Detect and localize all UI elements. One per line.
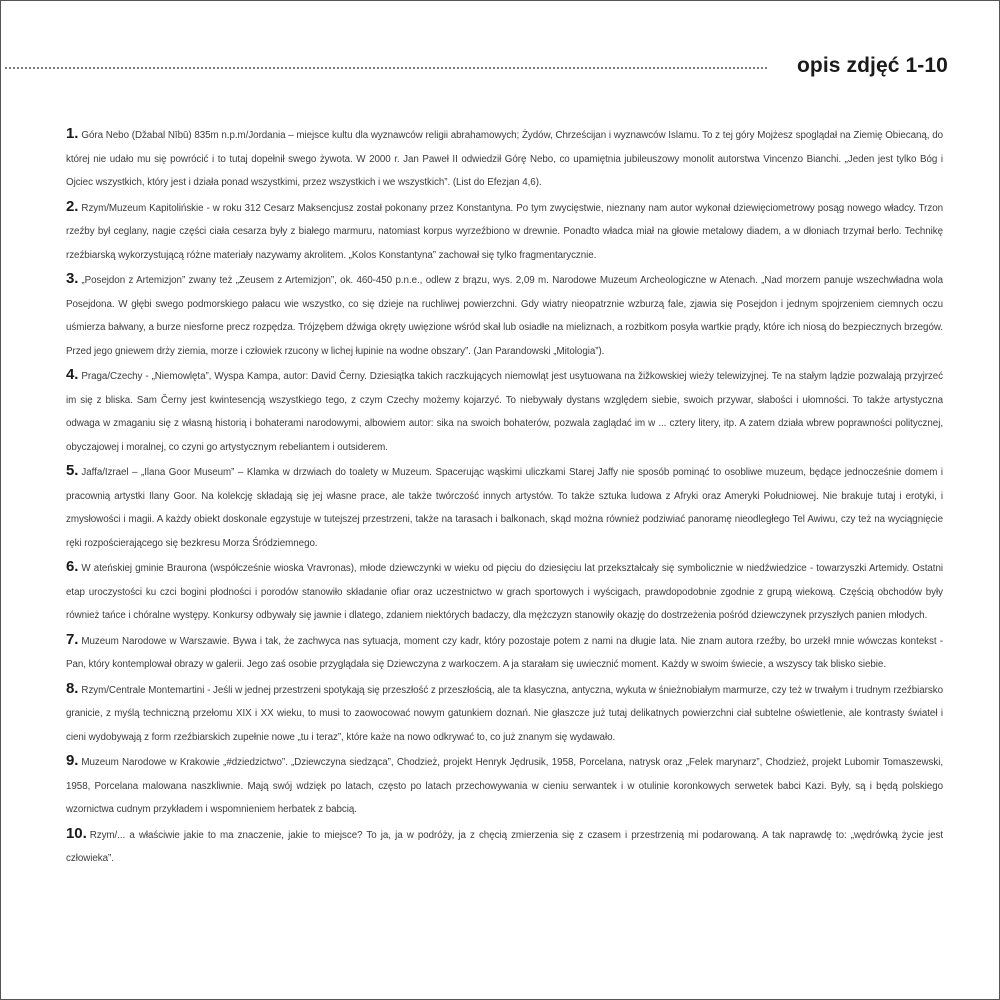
caption-entry-6 — [66, 555, 943, 628]
caption-number: 4. — [66, 366, 79, 383]
dotted-divider — [5, 67, 767, 69]
caption-text: Jaffa/Izrael – „Ilana Goor Museum” – Klamka w drzwiach do toalety w Muzeum. Spacerując wąskimi uliczkami Starej Jaffy nie sposób pominąć to osobliwe muzeum, będące jednocześnie domem i pracownią artystki Ilany Goor. Na kolekcję składają się jej własne prace, ale także twórczość innych artystów. To także sztuka ludowa z Afryki oraz Ameryki Południowej. Nie brakuje tutaj i erotyki, i zmysłowości i magii. A każdy obiekt doskonale egzystuje w tutejszej przestrzeni, także na tarasach i balkonach, skąd można również podziwiać panoramę nieodległego Tel Awiwu, czy też na wyciągnięcie ręki rozpościerającego się bezkresu Morza Śródziemnego. — [66, 467, 943, 549]
caption-number: 1. — [66, 125, 79, 142]
captions-list — [66, 122, 943, 871]
page-title: opis zdjęć 1-10 — [797, 54, 948, 77]
caption-number: 9. — [66, 752, 79, 769]
caption-entry-7 — [66, 628, 943, 677]
caption-entry-2 — [66, 195, 943, 268]
caption-text: Rzym/... a właściwie jakie to ma znaczenie, jakie to miejsce? To ja, ja w podróży, ja z chęcią zmierzenia się z czasem i przestrzenią mi podarowaną. A tak naprawdę to: „wędrówką życie jest człowieka”. — [66, 829, 943, 864]
caption-number: 6. — [66, 558, 79, 575]
caption-entry-4 — [66, 363, 943, 459]
caption-text: Rzym/Centrale Montemartini - Jeśli w jednej przestrzeni spotykają się przeszłość z przeszłością, ale ta klasyczna, antyczna, wykuta w śnieżnobiałym marmurze, czy też w trwałym i trudnym rzeźbiarsko granicie, z myślą techniczną przełomu XIX i XX wieku, to musi to zaowocować nowym gatunkiem doznań. Nie głaszcze już tutaj delikatnych powierzchni ciał subtelne oświetlenie, ale kontrasty świateł i cieni wydobywają z form rzeźbiarskich zupełnie nowe „tu i teraz”, które każe na nowo odkrywać to, co już znanym się wydawało. — [66, 684, 943, 743]
caption-text: W ateńskiej gminie Braurona (współcześnie wioska Vravronas), młode dziewczynki w wieku od pięciu do dziesięciu lat przekształcały się symbolicznie w niedźwiedzice - towarzyszki Artemidy. Ostatni etap uroczystości ku czci bogini płodności i porodów stanowiło składanie ofiar oraz uczestnictwo w grach sportowych i wyścigach, prawdopodobnie zgodnie z grupą wiekową. Częścią obchodów były również tańce i chóralne występy. Konkursy odbywały się jawnie i dlatego, zdaniem niektórych badaczy, dla mężczyzn stanowiły okazję do dostrzeżenia pośród dziewczynek przyszłych panien młodych. — [66, 563, 943, 621]
caption-text: Góra Nebo (Džabal Nībū) 835m n.p.m/Jordania – miejsce kultu dla wyznawców religii abrahamowych; Żydów, Chrześcijan i wyznawców Islamu. To z tej góry Mojżesz spoglądał na Ziemię Obiecaną, do której nie udało mu się powrócić i to tutaj dopełnił swego żywota. W 2000 r. Jan Paweł II odwiedził Górę Nebo, co upamiętnia jubileuszowy monolit autorstwa Vincenzo Bianchi. „Jeden jest tylko Bóg i Ojciec wszystkich, który jest i działa ponad wszystkimi, przez wszystkich i we wszystkich”. (List do Efezjan 4,6). — [66, 130, 943, 188]
caption-number: 8. — [66, 679, 79, 697]
caption-text: Muzeum Narodowe w Krakowie „#dziedzictwo”. „Dziewczyna siedząca”, Chodzież, projekt Henryk Jędrusik, 1958, Porcelana, natrysk oraz „Felek marynarz”, Chodzież, projekt Lubomir Tomaszewski, 1958, Porcelana malowana naszkliwnie. Mają swój wdzięk po latach, często po latach przechowywania w cieniu serwantek i w otulinie koronkowych serwetek babci Kazi. Były, są i będą polskiego wzornictwa cudnym przykładem i wspomnieniem herbatek z babcią. — [66, 757, 943, 815]
caption-number: 10. — [66, 824, 87, 842]
caption-entry-5 — [66, 459, 943, 555]
caption-text: Muzeum Narodowe w Warszawie. Bywa i tak, że zachwyca nas sytuacja, moment czy kadr, który pozostaje potem z nami na długie lata. Nie znam autora rzeźby, bo urzekł mnie wówczas kontekst - Pan, który kontemplował obrazy w galerii. Jego zaś osobie przyglądała się Dziewczyna z warkoczem. A ja starałam się uwiecznić moment. Każdy w swoim świecie, a wszyscy tak blisko siebie. — [66, 635, 943, 670]
caption-entry-9 — [66, 749, 943, 822]
caption-number: 5. — [66, 462, 79, 479]
caption-entry-10 — [66, 822, 943, 871]
caption-entry-8 — [66, 677, 943, 750]
caption-number: 2. — [66, 197, 79, 215]
caption-number: 3. — [66, 270, 79, 287]
caption-entry-1 — [66, 122, 943, 195]
caption-entry-3 — [66, 267, 943, 363]
caption-text: Praga/Czechy - „Niemowlęta”, Wyspa Kampa, autor: David Černy. Dziesiątka takich raczkujących niemowląt jest usytuowana na žižkowskiej wieży telewizyjnej. Te na stałym lądzie pozwalają przyjrzeć im się z bliska. Sam Černy jest kwintesencją wszystkiego tego, z czym Czechy możemy kojarzyć. To niebywały dystans względem siebie, swoich przywar, słabości i ułomności. To także artystyczna odwaga w zmaganiu się z własną historią i bohaterami narodowymi, albowiem autor: sika na swoich bohaterów, pozwala zaglądać im w ... cztery litery, itp. A zatem działa wbrew poprawności politycznej, obyczajowej i moralnej, co czyni go artystycznym rebeliantem i outsiderem. — [66, 371, 943, 453]
caption-text: „Posejdon z Artemizjon” zwany też „Zeusem z Artemizjon”, ok. 460-450 p.n.e., odlew z brązu, wys. 2,09 m. Narodowe Muzeum Archeologiczne w Atenach. „Nad morzem panuje wszechwładna wola Posejdona. W głębi swego podmorskiego pałacu wie wszystko, co się dzieje na ruchliwej powierzchni. Gdy wiatry nieopatrznie wzburzą fale, zjawia się Posejdon i jednym spojrzeniem ciemnych oczu uśmierza bałwany, a burze niesforne precz rozpędza. Trójzębem dźwiga okręty uwięzione wśród skał lub osiadłe na mieliznach, a rozbitkom posyła wartkie prądy, które ich niosą do bezpiecznych brzegów. Przed jego gniewem drży ziemia, morze i człowiek rzucony w lichej łupinie na wodne obszary”. (Jan Parandowski „Mitologia”). — [66, 275, 943, 357]
caption-number: 7. — [66, 630, 79, 648]
caption-text: Rzym/Muzeum Kapitolińskie - w roku 312 Cesarz Maksencjusz został pokonany przez Konstantyna. Po tym zwycięstwie, nieznany nam autor wykonał dziewięciometrowy posąg nowego władcy. Trzon rzeźby był ceglany, nagie części ciała cesarza były z białego marmuru, natomiast korpus wyrzeźbiono w drewnie. Ponadto władca miał na głowie metalowy diadem, a w dłoniach trzymał berło. Technikę rzeźbiarską wykorzystującą różne materiały nazywamy akrolitem. „Kolos Konstantyna” zachował się tylko fragmentarycznie. — [66, 202, 943, 261]
